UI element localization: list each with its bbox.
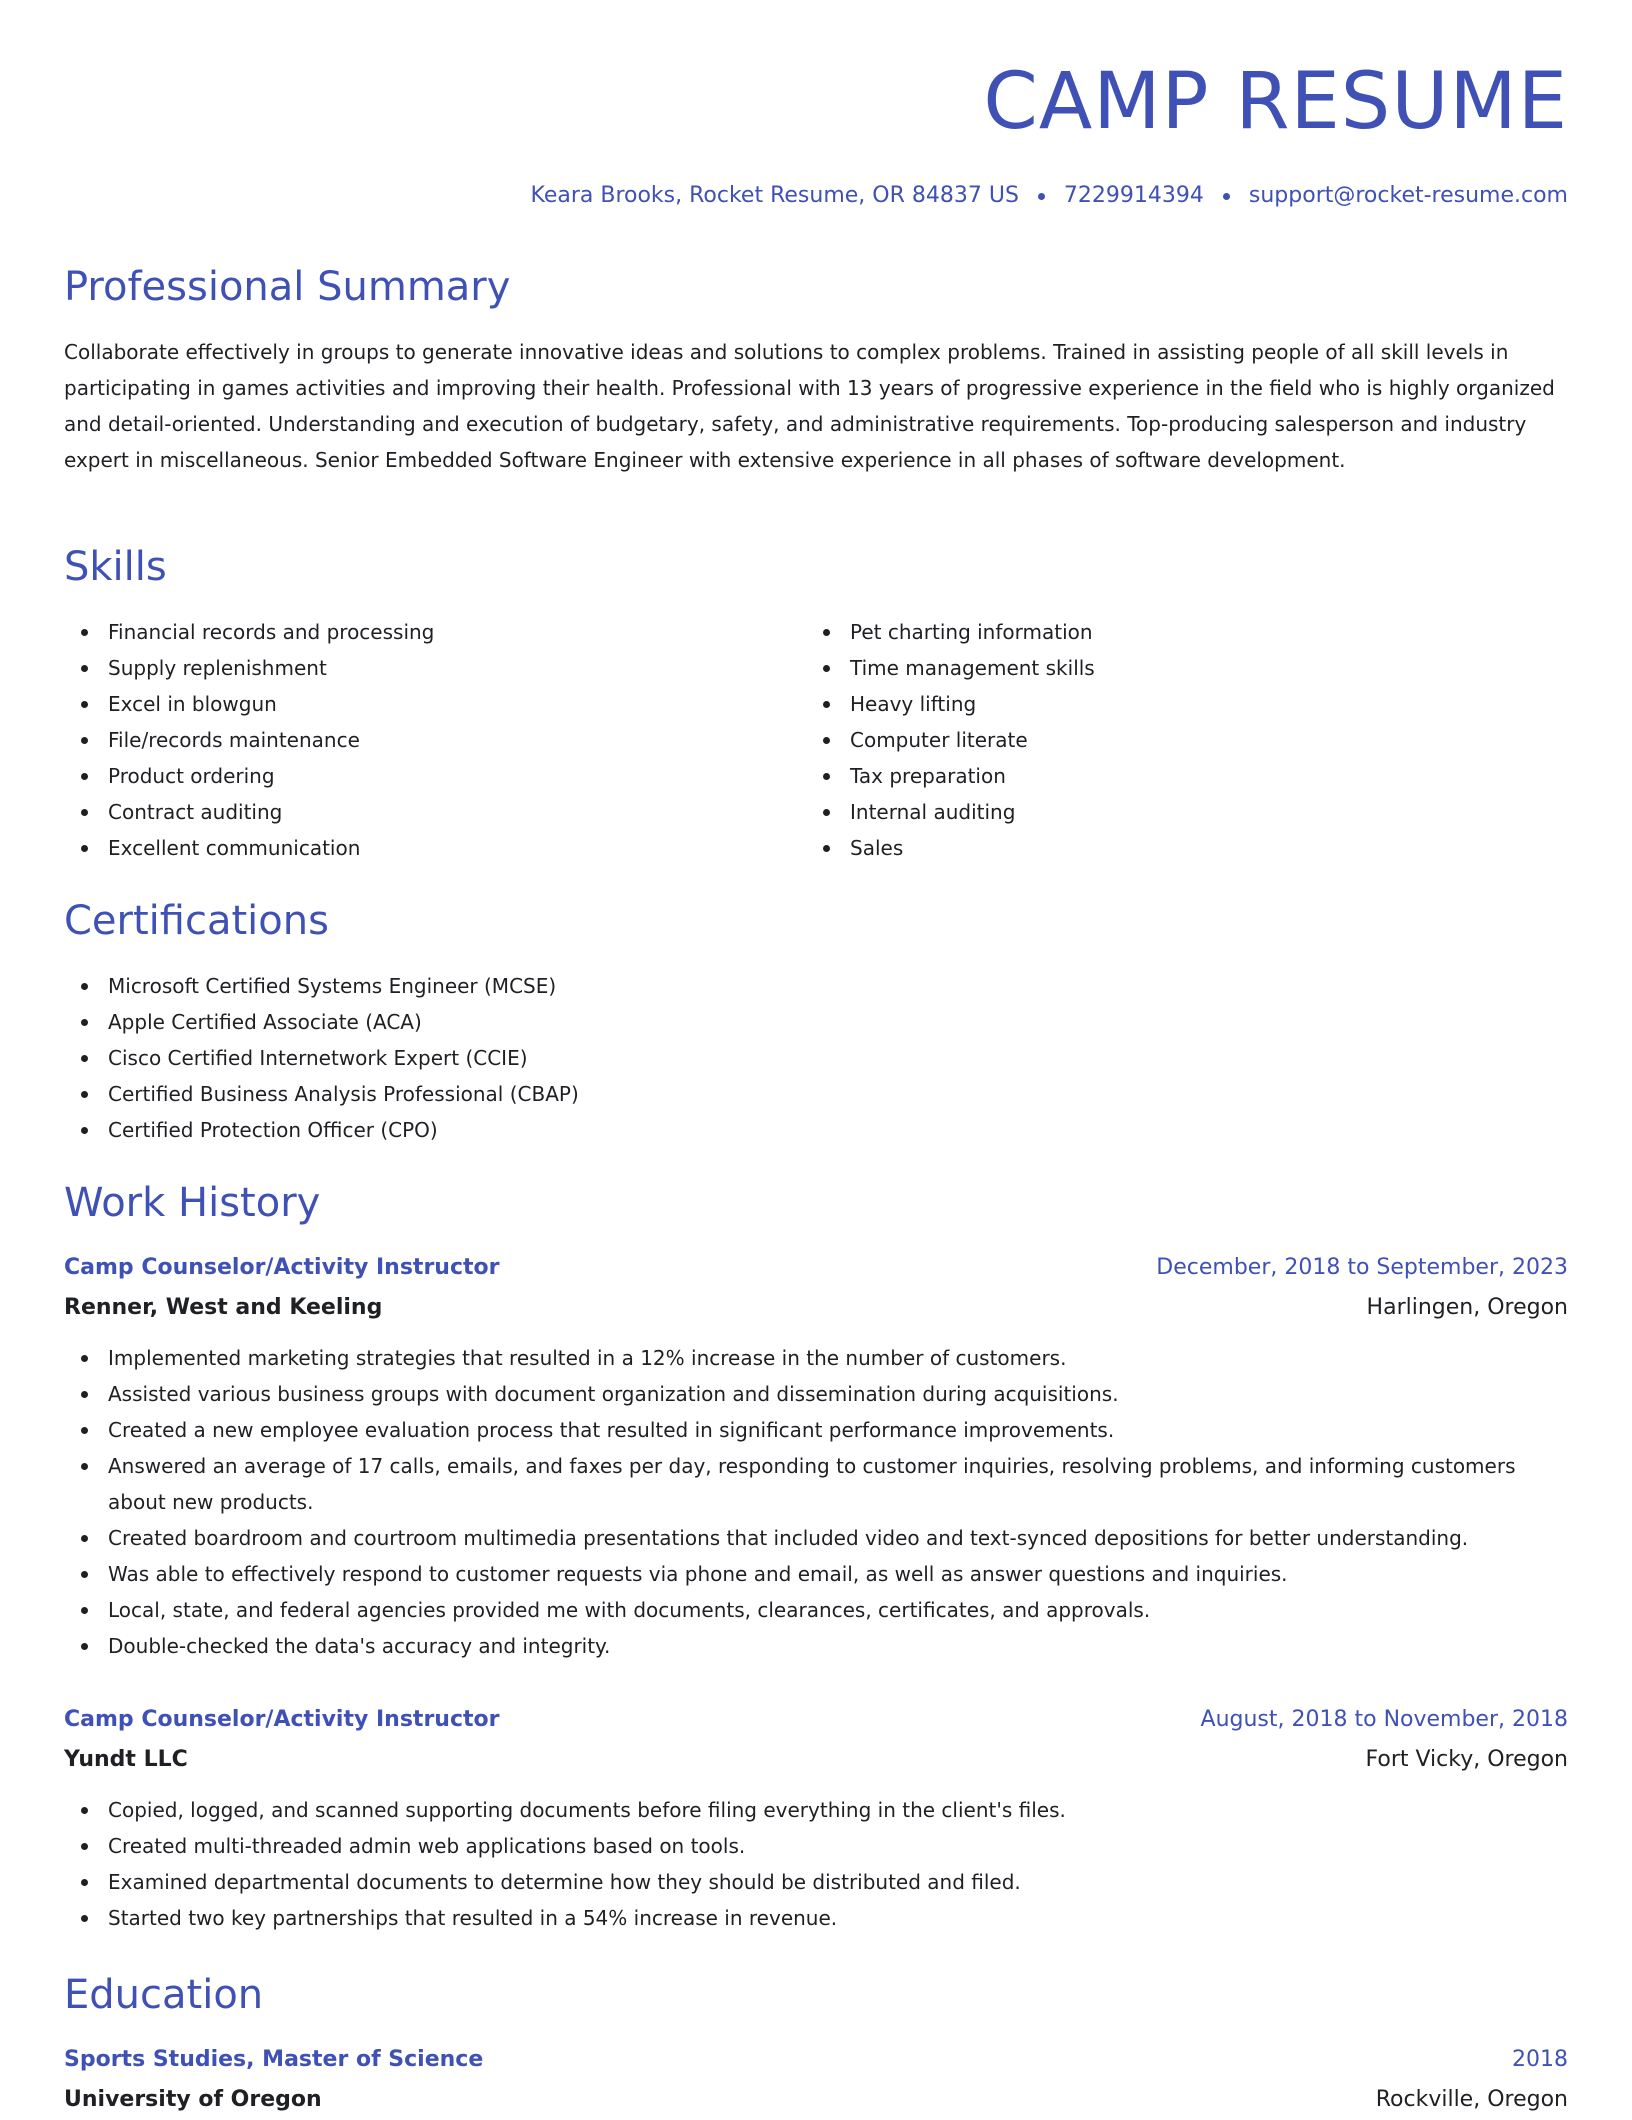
job-dates: December, 2018 to September, 2023 (1156, 1255, 1568, 1280)
summary-heading: Professional Summary (64, 264, 511, 310)
certification-item: Apple Certified Associate (ACA) (64, 1004, 1064, 1040)
job-bullet: Local, state, and federal agencies provided me with documents, clearances, certificates, and approvals. (64, 1592, 1568, 1628)
job-role: Camp Counselor/Activity Instructor (64, 1707, 500, 1732)
certifications-heading: Certifications (64, 898, 329, 944)
job-entry (64, 1700, 1568, 1936)
job-bullet: Implemented marketing strategies that resulted in a 12% increase in the number of customers. (64, 1340, 1568, 1376)
certification-item: Cisco Certified Internetwork Expert (CCIE) (64, 1040, 1064, 1076)
contact-phone: 7229914394 (1063, 183, 1204, 208)
education-entry (64, 2040, 1568, 2120)
skills-list-left (64, 614, 764, 866)
work-history-heading: Work History (64, 1180, 321, 1226)
skill-item: Tax preparation (806, 758, 1506, 794)
job-bullet: Assisted various business groups with document organization and dissemination during acquisitions. (64, 1376, 1568, 1412)
resume-title: CAMP RESUME (983, 57, 1568, 147)
certification-item: Microsoft Certified Systems Engineer (MCSE) (64, 968, 1064, 1004)
skill-item: Excellent communication (64, 830, 764, 866)
education-heading: Education (64, 1972, 264, 2018)
skill-item: Supply replenishment (64, 650, 764, 686)
job-bullet: Double-checked the data's accuracy and integrity. (64, 1628, 1568, 1664)
skills-heading: Skills (64, 544, 167, 590)
education-year: 2018 (1512, 2047, 1568, 2072)
job-location: Fort Vicky, Oregon (1365, 1747, 1568, 1772)
education-school-row (64, 2080, 1568, 2120)
job-bullet: Started two key partnerships that resulted in a 54% increase in revenue. (64, 1900, 1568, 1936)
job-company: Yundt LLC (64, 1747, 188, 1772)
skill-item: Pet charting information (806, 614, 1506, 650)
skill-item: Excel in blowgun (64, 686, 764, 722)
job-entry (64, 1248, 1568, 1664)
job-bullet: Created a new employee evaluation process that resulted in significant performance improvements. (64, 1412, 1568, 1448)
skill-item: Contract auditing (64, 794, 764, 830)
contact-address: Keara Brooks, Rocket Resume, OR 84837 US (530, 183, 1019, 208)
summary-text: Collaborate effectively in groups to generate innovative ideas and solutions to complex problems. Trained in assisting people of all skill levels in participating in games activities and improving their health. Professional with 13 years of progressive experience in the field who is highly organized and detail-oriented. Understanding and execution of budgetary, safety, and administrative requirements. Top-producing salesperson and industry expert in miscellaneous. Senior Embedded Software Engineer with extensive experience in all phases of software development. (64, 340, 1555, 472)
skill-item: Product ordering (64, 758, 764, 794)
skill-item: Heavy lifting (806, 686, 1506, 722)
job-company-row (64, 1288, 1568, 1328)
bullet-separator (1223, 193, 1230, 200)
job-role: Camp Counselor/Activity Instructor (64, 1255, 500, 1280)
skills-list-right (806, 614, 1506, 866)
skill-item: Financial records and processing (64, 614, 764, 650)
education-header-row (64, 2040, 1568, 2080)
job-bullet: Created boardroom and courtroom multimedia presentations that included video and text-synced depositions for better understanding. (64, 1520, 1568, 1556)
skill-item: Internal auditing (806, 794, 1506, 830)
education-location: Rockville, Oregon (1375, 2087, 1568, 2112)
certification-item: Certified Protection Officer (CPO) (64, 1112, 1064, 1148)
skill-item: Computer literate (806, 722, 1506, 758)
education-degree: Sports Studies, Master of Science (64, 2047, 484, 2072)
certifications-list (64, 968, 1064, 1148)
job-company-row (64, 1740, 1568, 1780)
job-company: Renner, West and Keeling (64, 1295, 383, 1320)
bullet-separator (1038, 193, 1045, 200)
contact-line (530, 180, 1568, 212)
skill-item: File/records maintenance (64, 722, 764, 758)
education-school: University of Oregon (64, 2087, 322, 2112)
job-bullet: Was able to effectively respond to customer requests via phone and email, as well as answer questions and inquiries. (64, 1556, 1568, 1592)
skill-item: Sales (806, 830, 1506, 866)
contact-email: support@rocket-resume.com (1248, 183, 1568, 208)
job-bullets (64, 1340, 1568, 1664)
job-bullets (64, 1792, 1568, 1936)
job-bullet: Copied, logged, and scanned supporting documents before filing everything in the client's files. (64, 1792, 1568, 1828)
job-header-row (64, 1248, 1568, 1288)
job-bullet: Created multi-threaded admin web applications based on tools. (64, 1828, 1568, 1864)
job-bullet: Examined departmental documents to determine how they should be distributed and filed. (64, 1864, 1568, 1900)
skill-item: Time management skills (806, 650, 1506, 686)
certification-item: Certified Business Analysis Professional (CBAP) (64, 1076, 1064, 1112)
job-dates: August, 2018 to November, 2018 (1200, 1707, 1568, 1732)
job-location: Harlingen, Oregon (1366, 1295, 1568, 1320)
job-header-row (64, 1700, 1568, 1740)
job-bullet: Answered an average of 17 calls, emails, and faxes per day, responding to customer inquiries, resolving problems, and informing customers about new products. (64, 1448, 1568, 1520)
